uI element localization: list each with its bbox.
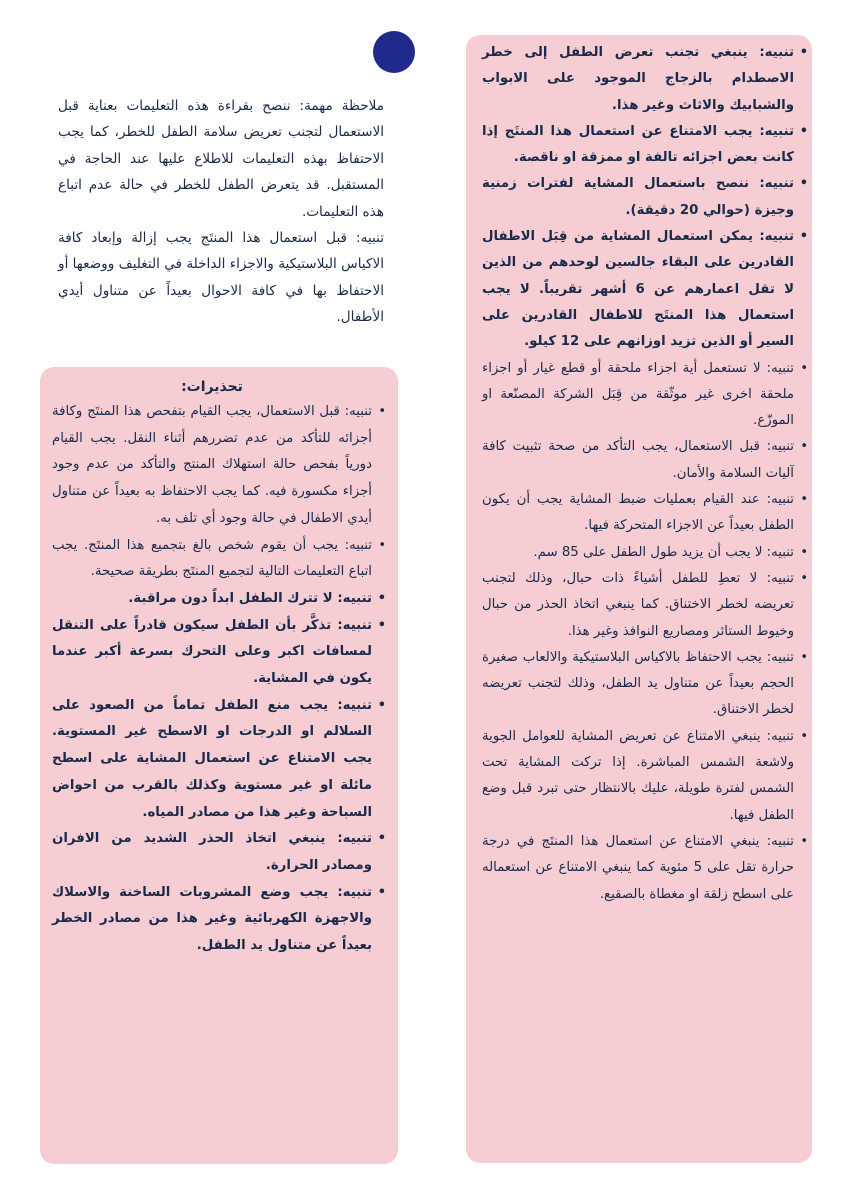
warning-item: • تنبيه: يمكن استعمال المشاية من قِبَل الاطفال القادرين على البقاء جالسين لوحدهم من الذين لا تقل اعمارهم عن 6 أشهر تقريباً. لا يجب استعمال هذا المنتَج للاطفال القادرين على السير أو الذين تزيد اوزانهم على 12 كيلو. (482, 224, 794, 355)
warning-item: • تنبيه: يجب منع الطفل تماماً من الصعود على السلالم او الدرجات او الاسطح غير المستوية. يجب الامتناع عن استعمال المشاية على اسطح مائلة او غير مستوية وكذلك بالقرب من احواض السباحة وغير هذا من مصادر المياه. (52, 693, 372, 827)
intro-note: ملاحظة مهمة: ننصح بقراءة هذه التعليمات بعناية قبل الاستعمال لتجنب تعريض سلامة الطفل للخطر، كما يجب الاحتفاظ بهذه التعليمات للاطلاع عليها عند الحاجة في المستقبل. قد يتعرض الطفل للخطر في حالة عدم اتباع هذه التعليمات. (58, 98, 384, 220)
warning-item: • تنبيه: ننصح باستعمال المشاية لفترات زمنية وجيزة (حوالي 20 دقيقة). (482, 171, 794, 224)
warning-item: • تنبيه: لا تترك الطفل ابداً دون مراقبة. (52, 586, 372, 613)
warnings-title: تحذيرات: (181, 379, 243, 395)
warning-item: • تنبيه: يجب أن يقوم شخص بالغ بتجميع هذا المنتَج. يجب اتباع التعليمات التالية لتجميع المنتَج بطريقة صحيحة. (52, 533, 372, 586)
warning-item: • تنبيه: يجب وضع المشروبات الساخنة والاسلاك والاجهزة الكهربائية وغير هذا من مصادر الخطر بعيداً عن متناول يد الطفل. (52, 880, 372, 960)
warning-item: • تنبيه: تذكَّر بأن الطفل سيكون قادراً على التنقل لمسافات اكبر وعلى التحرك بسرعة أكبر عندما يكون في المشاية. (52, 613, 372, 693)
warnings-list (52, 399, 372, 960)
warning-item: • تنبيه: لا يجب أن يزيد طول الطفل على 85 سم. (482, 540, 794, 566)
warning-item: • تنبيه: ينبغي الامتناع عن تعريض المشاية للعوامل الجوية ولاشعة الشمس المباشرة. إذا تركت المشاية تحت الشمس لفترة طويلة، عليك بالانتظار حتى تبرد قبل وضع الطفل فيها. (482, 724, 794, 829)
warning-item: • تنبيه: عند القيام بعمليات ضبط المشاية يجب أن يكون الطفل بعيداً عن الاجزاء المتحركة فيها. (482, 487, 794, 540)
page-marker-circle (373, 31, 415, 73)
warning-item: • تنبيه: ينبغي اتخاذ الحذر الشديد من الافران ومصادر الحرارة. (52, 826, 372, 879)
warning-item: • تنبيه: ينبغي الامتناع عن استعمال هذا المنتَج في درجة حرارة تقل على 5 مئوية كما ينبغي الامتناع عن استعماله على اسطح زلقة او مغطاة بالصقيع. (482, 829, 794, 908)
right-warnings-list (482, 40, 794, 908)
intro-section (58, 93, 384, 331)
warning-item: • تنبيه: لا تعطِ للطفل أشياءً ذات حبال، وذلك لتجنب تعريضه لخطر الاختناق. كما ينبغي اتخاذ الحذر من حبال وخيوط الستائر ومصاريع النوافذ وغير هذا. (482, 566, 794, 645)
warning-item: • تنبيه: ينبغي تجنب تعرض الطفل إلى خطر الاصطدام بالزجاج الموجود على الابواب والشبابيك والاثاث وغير هذا. (482, 40, 794, 119)
warning-item: • تنبيه: قبل الاستعمال، يجب التأكد من صحة تثبيت كافة آليات السلامة والأمان. (482, 434, 794, 487)
warning-item: • تنبيه: يجب الامتناع عن استعمال هذا المنتَج إذا كانت بعض اجزائه تالفة او ممزقة او ناقصة. (482, 119, 794, 172)
right-warnings-panel (466, 35, 812, 1163)
intro-warning: تنبيه: قبل استعمال هذا المنتَج يجب إزالة وإبعاد كافة الاكياس البلاستيكية والاجزاء الداخلة في التغليف ووضعها أو الاحتفاظ بها في كافة الاحوال بعيداً عن متناول أيدي الأطفال. (58, 230, 384, 326)
warning-item: • تنبيه: قبل الاستعمال، يجب القيام بتفحص هذا المنتَج وكافة أجزائه للتأكد من عدم تضررهم أثناء النقل. يجب القيام دورياً بفحص حالة استهلاك المنتج والتأكد من عدم وجود أجزاء مكسورة فيه. كما يجب الاحتفاظ به بعيداً عن متناول أيدي الاطفال في حالة وجود أي تلف به. (52, 399, 372, 533)
warning-item: • تنبيه: لا تستعمل أية اجزاء ملحقة أو قطع غيار أو اجزاء ملحقة اخرى غير موثّقة من قِبَل الشركة المصنّعة او الموزّع. (482, 356, 794, 435)
warnings-box (40, 367, 398, 1164)
warning-item: • تنبيه: يجب الاحتفاظ بالاكياس البلاستيكية والالعاب صغيرة الحجم بعيداً عن متناول يد الطفل، وذلك لتجنب تعريضه لخطر الاختناق. (482, 645, 794, 724)
